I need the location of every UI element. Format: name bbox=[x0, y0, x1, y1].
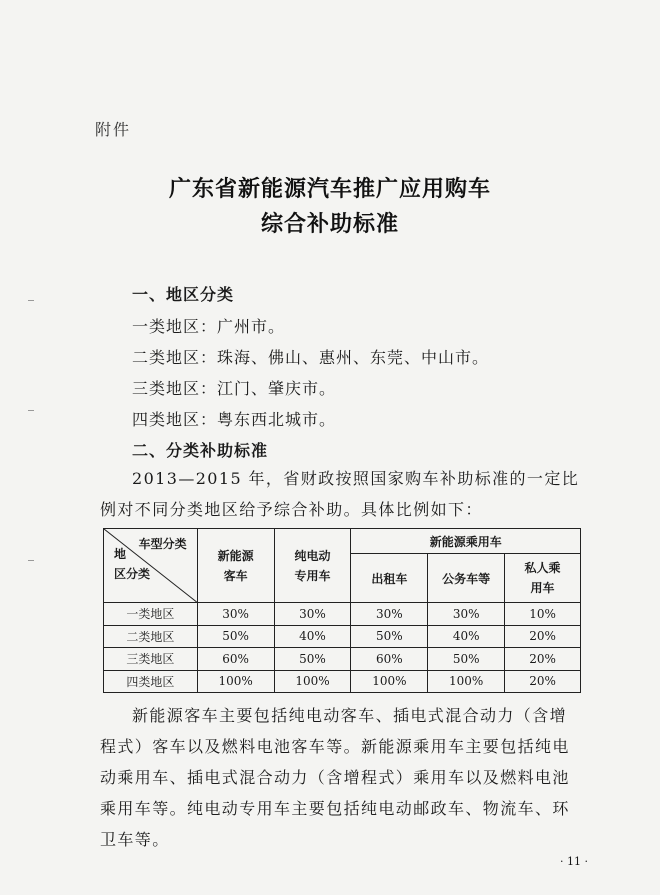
private-cell: 20% bbox=[505, 670, 581, 693]
official-cell: 100% bbox=[428, 670, 505, 693]
document-title-line-2: 综合补助标准 bbox=[260, 211, 399, 237]
official-cell: 30% bbox=[428, 603, 505, 626]
taxi-cell: 30% bbox=[351, 603, 428, 626]
section-2-intro: 2013—2015 年，省财政按照国家购车补助标准的一定比例对不同分类地区给予综合补助。具体比例如下： bbox=[100, 469, 580, 519]
bus-cell: 50% bbox=[197, 625, 274, 648]
section-2-heading: 二、分类补助标准 bbox=[132, 441, 269, 460]
scan-mark bbox=[28, 410, 34, 411]
region-line-4: 四类地区：粤东西北城市。 bbox=[132, 410, 337, 429]
table-row bbox=[104, 625, 581, 648]
table-corner-cell bbox=[104, 529, 198, 603]
subsidy-table bbox=[103, 528, 581, 693]
header-bus: 新能源客车 bbox=[197, 529, 274, 603]
special-cell: 30% bbox=[274, 603, 351, 626]
corner-top-label: 车型分类 bbox=[138, 537, 187, 551]
special-cell: 100% bbox=[274, 670, 351, 693]
closing-paragraph: 新能源客车主要包括纯电动客车、插电式混合动力（含增程式）客车以及燃料电池客车等。新能源乘用车主要包括纯电动乘用车、插电式混合动力（含增程式）乘用车以及燃料电池乘用车等。纯电动专用车主要包括纯电动邮政车、物流车、环卫车等。 bbox=[100, 706, 570, 849]
taxi-cell: 100% bbox=[351, 670, 428, 693]
table-row bbox=[104, 603, 581, 626]
region-cell: 四类地区 bbox=[104, 670, 198, 693]
attachment-label: 附件 bbox=[95, 120, 132, 139]
special-cell: 40% bbox=[274, 625, 351, 648]
taxi-cell: 50% bbox=[351, 625, 428, 648]
document-title-line-1: 广东省新能源汽车推广应用购车 bbox=[168, 176, 491, 202]
bus-cell: 100% bbox=[197, 670, 274, 693]
header-private: 私人乘用车 bbox=[505, 554, 581, 603]
header-official: 公务车等 bbox=[428, 554, 505, 603]
private-cell: 20% bbox=[505, 625, 581, 648]
official-cell: 40% bbox=[428, 625, 505, 648]
region-cell: 一类地区 bbox=[104, 603, 198, 626]
section-1-heading: 一、地区分类 bbox=[132, 285, 235, 304]
official-cell: 50% bbox=[428, 648, 505, 671]
scan-mark bbox=[28, 300, 34, 301]
bus-cell: 60% bbox=[197, 648, 274, 671]
corner-left-label-2: 区分类 bbox=[114, 567, 151, 581]
table-row bbox=[104, 648, 581, 671]
table-row bbox=[104, 670, 581, 693]
header-taxi: 出租车 bbox=[351, 554, 428, 603]
scan-mark bbox=[28, 560, 34, 561]
region-line-2: 二类地区：珠海、佛山、惠州、东莞、中山市。 bbox=[132, 348, 490, 367]
header-special: 纯电动专用车 bbox=[274, 529, 351, 603]
corner-left-label-1: 地 bbox=[114, 547, 127, 561]
region-cell: 三类地区 bbox=[104, 648, 198, 671]
page-number: · 11 · bbox=[560, 855, 588, 868]
header-passenger-group: 新能源乘用车 bbox=[351, 529, 581, 554]
private-cell: 10% bbox=[505, 603, 581, 626]
bus-cell: 30% bbox=[197, 603, 274, 626]
region-line-1: 一类地区：广州市。 bbox=[132, 317, 286, 336]
private-cell: 20% bbox=[505, 648, 581, 671]
region-cell: 二类地区 bbox=[104, 625, 198, 648]
special-cell: 50% bbox=[274, 648, 351, 671]
taxi-cell: 60% bbox=[351, 648, 428, 671]
region-line-3: 三类地区：江门、肇庆市。 bbox=[132, 379, 337, 398]
